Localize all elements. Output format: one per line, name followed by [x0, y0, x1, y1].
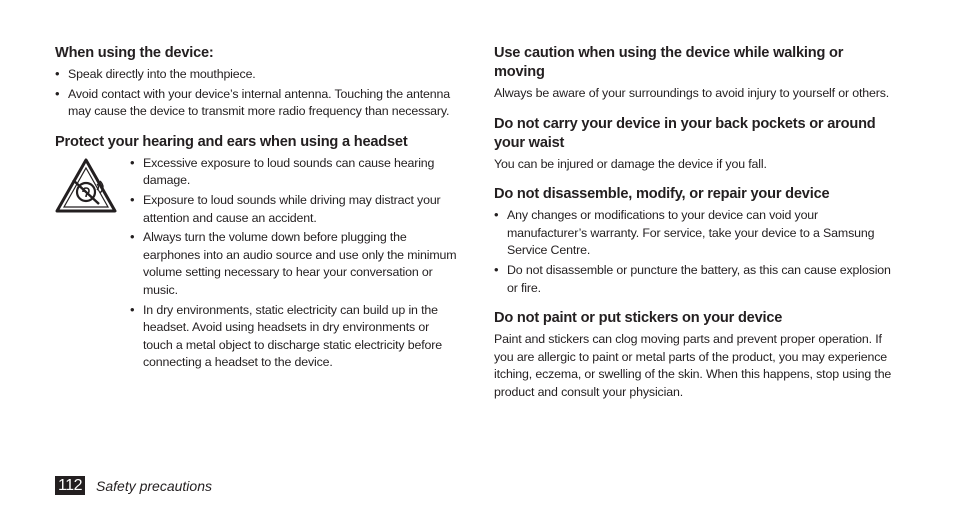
disassemble-list	[494, 207, 894, 297]
list-item: • Avoid contact with your device’s internal antenna. Touching the antenna may cause the device to transmit more radio frequency than necessary.	[55, 86, 460, 121]
list-item: • Any changes or modifications to your device can void your manufacturer’s warranty. For service, take your device to a Samsung Service Centre.	[494, 207, 894, 260]
pockets-section	[494, 115, 894, 174]
list-item: • In dry environments, static electricity can build up in the headset. Avoid using headsets in dry environments or touch a metal object to discharge static electricity before connecting a headset to the device.	[130, 302, 460, 372]
hearing-heading: Protect your hearing and ears when using a headset	[55, 133, 408, 150]
hearing-warning-icon	[55, 158, 117, 214]
disassemble-heading: Do not disassemble, modify, or repair your device	[494, 186, 830, 203]
device-usage-section	[55, 44, 460, 121]
hearing-section	[55, 133, 460, 374]
walking-heading: Use caution when using the device while walking or moving	[494, 45, 844, 80]
pockets-heading: Do not carry your device in your back pockets or around your waist	[494, 115, 876, 151]
device-usage-heading: When using the device:	[55, 45, 214, 61]
list-item: • Excessive exposure to loud sounds can cause hearing damage.	[130, 155, 460, 190]
paint-heading: Do not paint or put stickers on your device	[494, 310, 783, 327]
list-item: • Speak directly into the mouthpiece.	[55, 66, 460, 84]
list-item: • Always turn the volume down before plugging the earphones into an audio source and use only the minimum volume setting necessary to hear your conversation or music.	[130, 229, 460, 299]
list-item: • Do not disassemble or puncture the battery, as this can cause explosion or fire.	[494, 262, 894, 297]
pockets-body: You can be injured or damage the device if you fall.	[494, 156, 767, 171]
walking-section	[494, 44, 894, 103]
page-number: 112	[55, 476, 85, 495]
walking-body: Always be aware of your surroundings to avoid injury to yourself or others.	[494, 86, 890, 100]
device-usage-list	[55, 66, 460, 121]
list-item: • Exposure to loud sounds while driving may distract your attention and cause an accident.	[130, 192, 460, 227]
disassemble-section	[494, 185, 894, 297]
footer-section-title: Safety precautions	[96, 477, 212, 494]
hearing-list	[130, 155, 460, 374]
page-footer	[55, 476, 212, 495]
left-column	[55, 44, 460, 386]
paint-section	[494, 309, 894, 401]
right-column	[494, 44, 894, 414]
paint-body: Paint and stickers can clog moving parts and prevent proper operation. If you are allergic to paint or metal parts of the product, you may experience itching, eczema, or swelling of the skin. When this happens, stop using the product and consult your physician.	[494, 332, 892, 399]
